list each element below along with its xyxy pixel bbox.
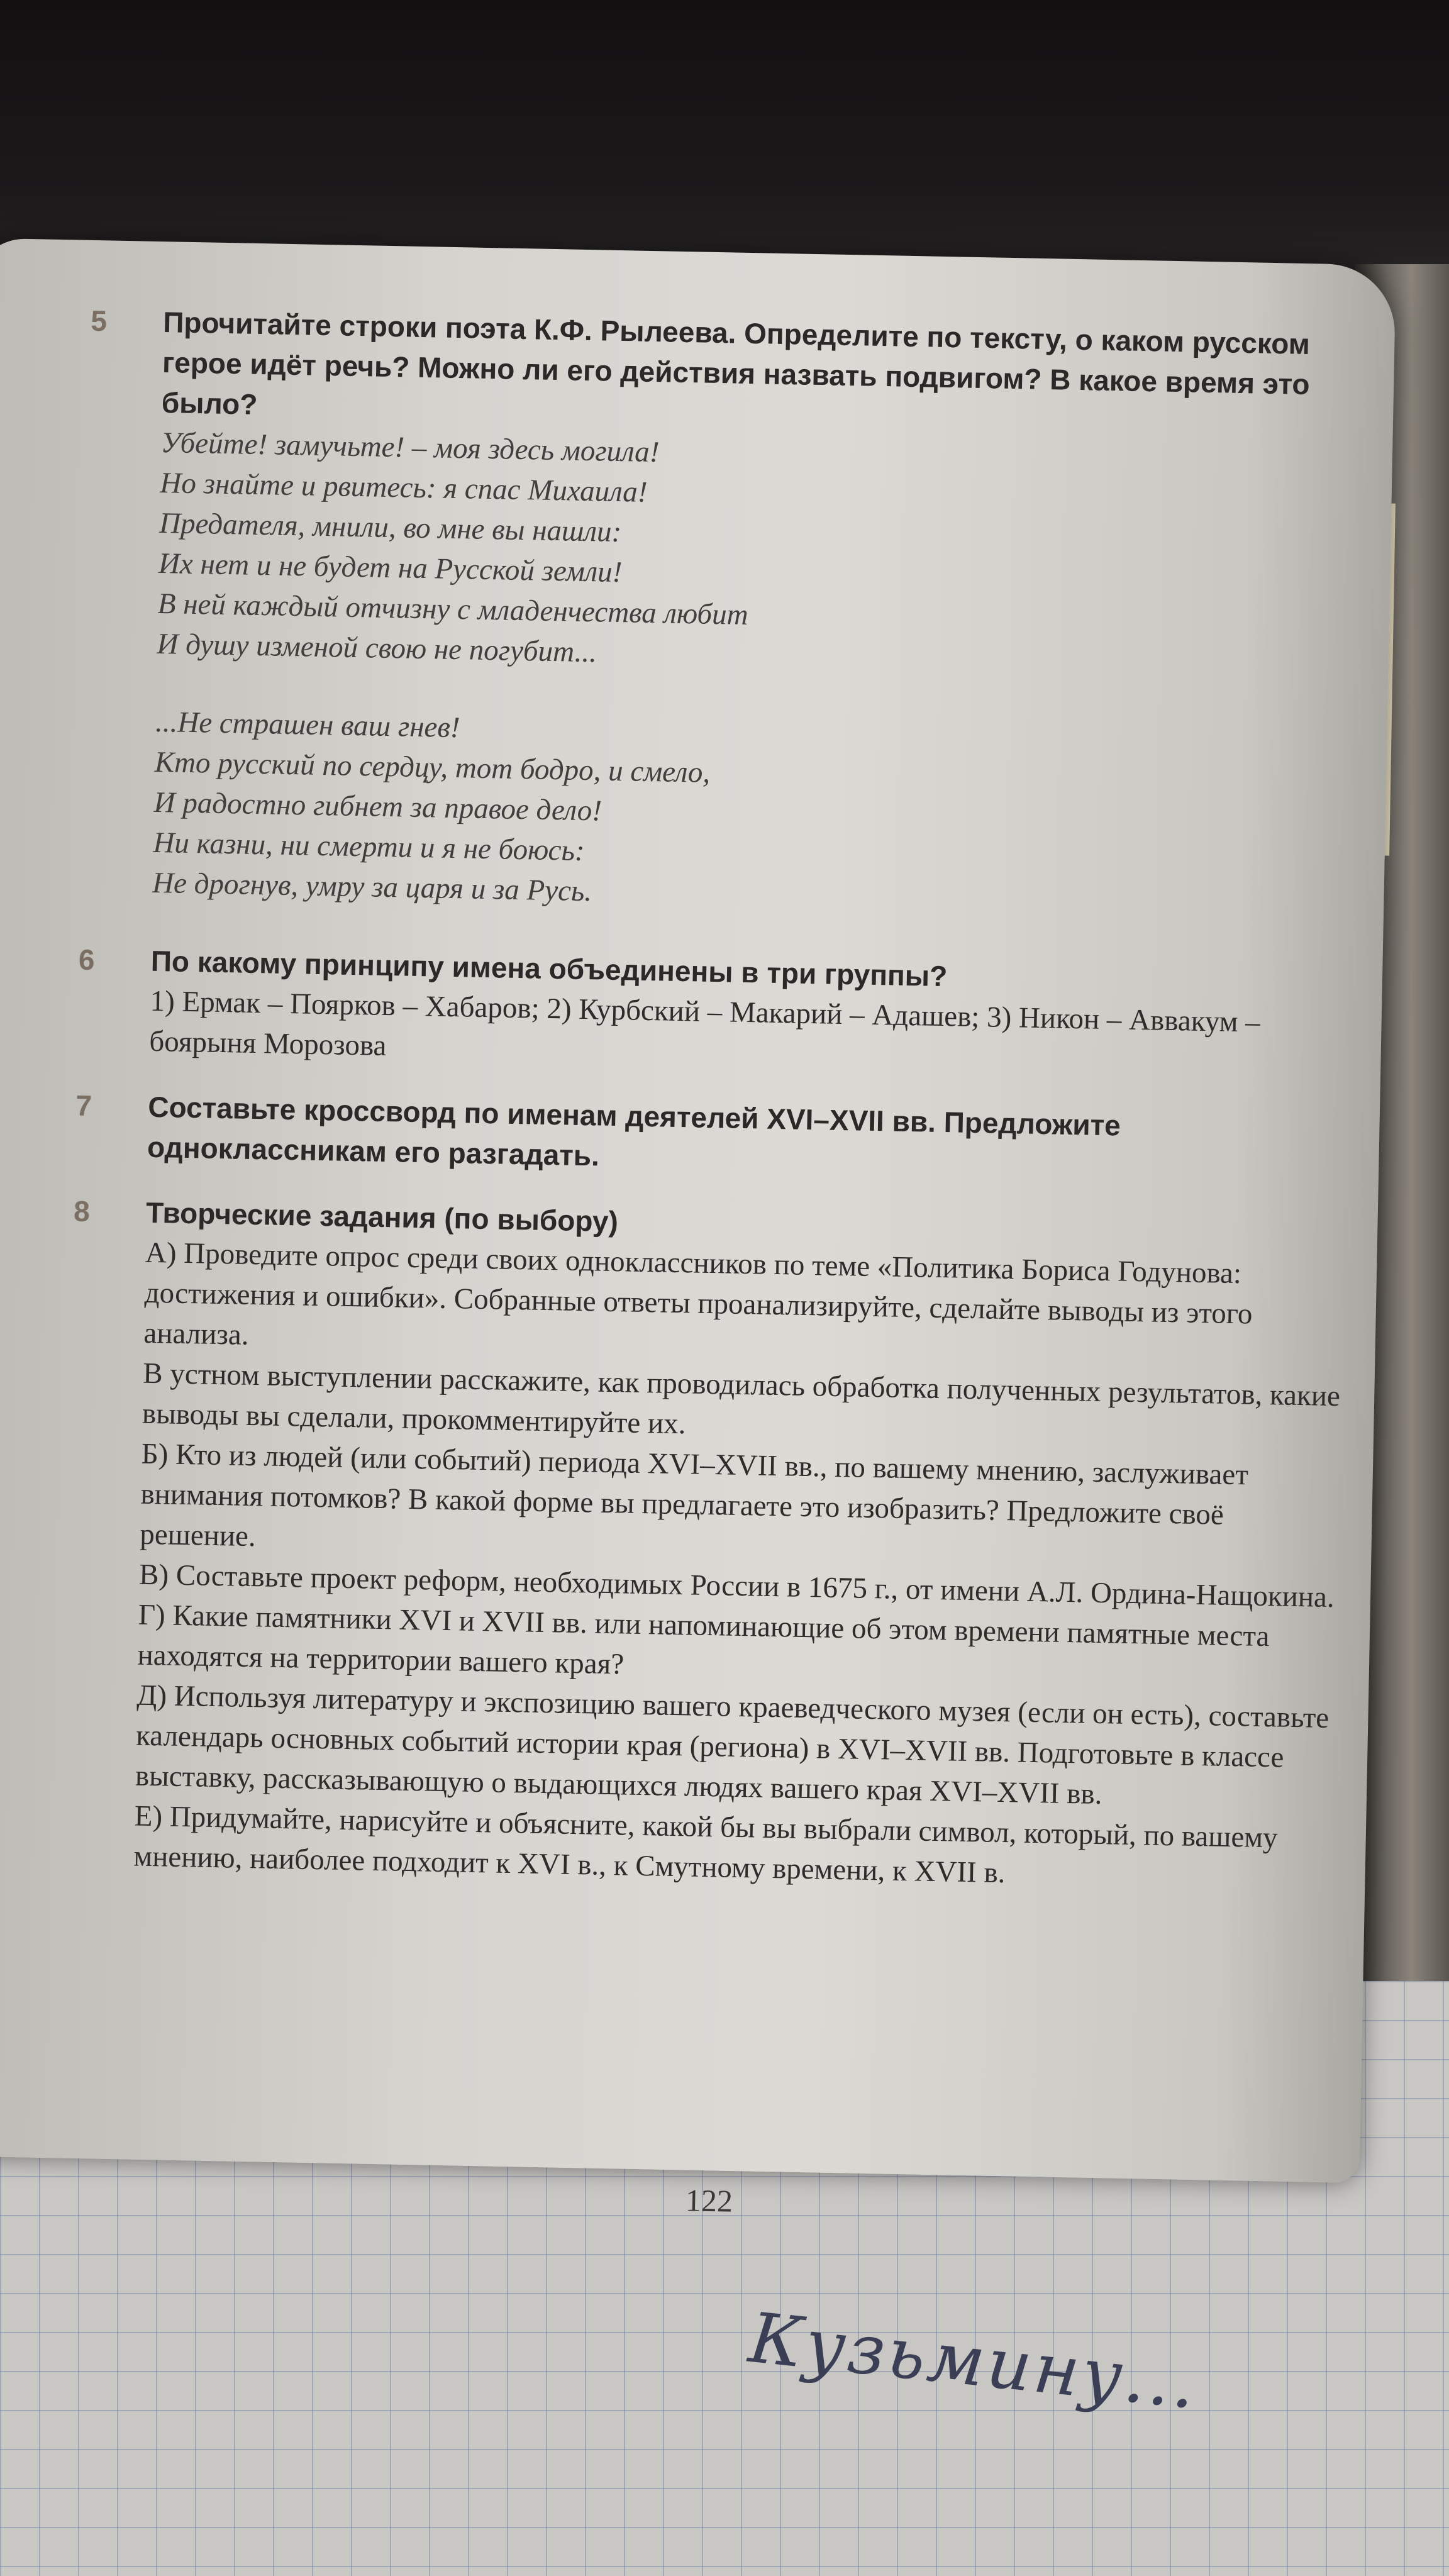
poem-line: И радостно гибнет за правое дело! — [153, 786, 602, 828]
task-number: 8 — [73, 1194, 91, 1228]
task-number: 7 — [75, 1089, 92, 1123]
poem-line: Кто русский по сердцу, тот бодро, и смело, — [154, 745, 711, 789]
task-8 — [73, 1192, 1348, 1899]
creative-item: В устном выступлении расскажите, как проводилась обработка полученных результатов, какие выводы вы сделали, прокомментируйте их. — [142, 1357, 1341, 1441]
creative-item: Д) Используя литературу и экспозицию вашего краеведческого музея (если он есть), составьте календарь основных событий истории края (региона) в XVI–XVII вв. Подготовьте в классе выставку, рассказывающую о выдающихся людях вашего края XVI–XVII вв. — [135, 1679, 1330, 1811]
page-content — [73, 302, 1365, 1899]
poem-line: Убейте! замучьте! – моя здесь могила! — [160, 426, 660, 469]
poem-line: Их нет и не будет на Русской земли! — [158, 547, 623, 589]
poem — [152, 423, 1362, 926]
page-number: 122 — [685, 2182, 733, 2219]
background-dark-area — [0, 0, 1449, 277]
poem-line: ...Не страшен ваш гнев! — [155, 705, 460, 745]
creative-item: Г) Какие памятники XVI и XVII вв. или напоминающие об этом времени памятные места находятся на территории вашего края? — [137, 1598, 1270, 1681]
poem-stanza-2 — [152, 702, 1357, 926]
creative-item: А) Проведите опрос среди своих одноклассников по теме «Политика Бориса Годунова: достижения и ошибки». Собранные ответы проанализируйте, сделайте выводы из этого анализа. — [143, 1236, 1253, 1352]
task-6 — [78, 941, 1352, 1085]
task-text: 1) Ермак – Поярков – Хабаров; 2) Курбский – Макарий – Адашев; 3) Никон – Аввакум – боярыня Морозова — [148, 984, 1261, 1063]
task-question: По какому принципу имена объединены в три группы? — [150, 944, 948, 993]
creative-item: Б) Кто из людей (или событий) периода XVI–XVII вв., по вашему мнению, заслуживает внимания потомков? В какой форме вы предлагаете это изобразить? Предложите своё решение. — [139, 1437, 1249, 1553]
handwritten-note: Кузьмину... — [745, 2297, 1202, 2425]
poem-line: Не дрогнув, умру за царя и за Русь. — [152, 866, 592, 908]
task-5 — [90, 302, 1365, 926]
task-question: Составьте кроссворд по именам деятелей XVI–XVII вв. Предложите одноклассникам его разгадать. — [147, 1090, 1121, 1172]
poem-line: И душу изменой свою не погубит... — [157, 627, 597, 669]
creative-item: В) Составьте проект реформ, необходимых России в 1675 г., от имени А.Л. Ордина-Нащокина. — [138, 1558, 1335, 1614]
poem-line: В ней каждый отчизну с младенчества любит — [157, 587, 749, 631]
task-number: 6 — [78, 943, 95, 977]
task-question: Творческие задания (по выбору) — [145, 1196, 619, 1238]
task-number: 5 — [90, 304, 108, 338]
task-question: Прочитайте строки поэта К.Ф. Рылеева. Определите по тексту, о каком русском герое идёт речь? Можно ли его действия назвать подвигом? В какое время это было? — [161, 305, 1311, 421]
poem-line: Ни казни, ни смерти и я не боюсь: — [152, 826, 586, 868]
poem-line: Но знайте и рвитесь: я спас Михаила! — [159, 466, 648, 509]
poem-stanza-1 — [157, 423, 1362, 687]
poem-line: Предателя, мнили, во мне вы нашли: — [158, 506, 622, 549]
creative-item: Е) Придумайте, нарисуйте и объясните, какой бы вы выбрали символ, который, по вашему мнению, наиболее подходит к XVI в., к Смутному времени, к XVII в. — [133, 1799, 1279, 1890]
